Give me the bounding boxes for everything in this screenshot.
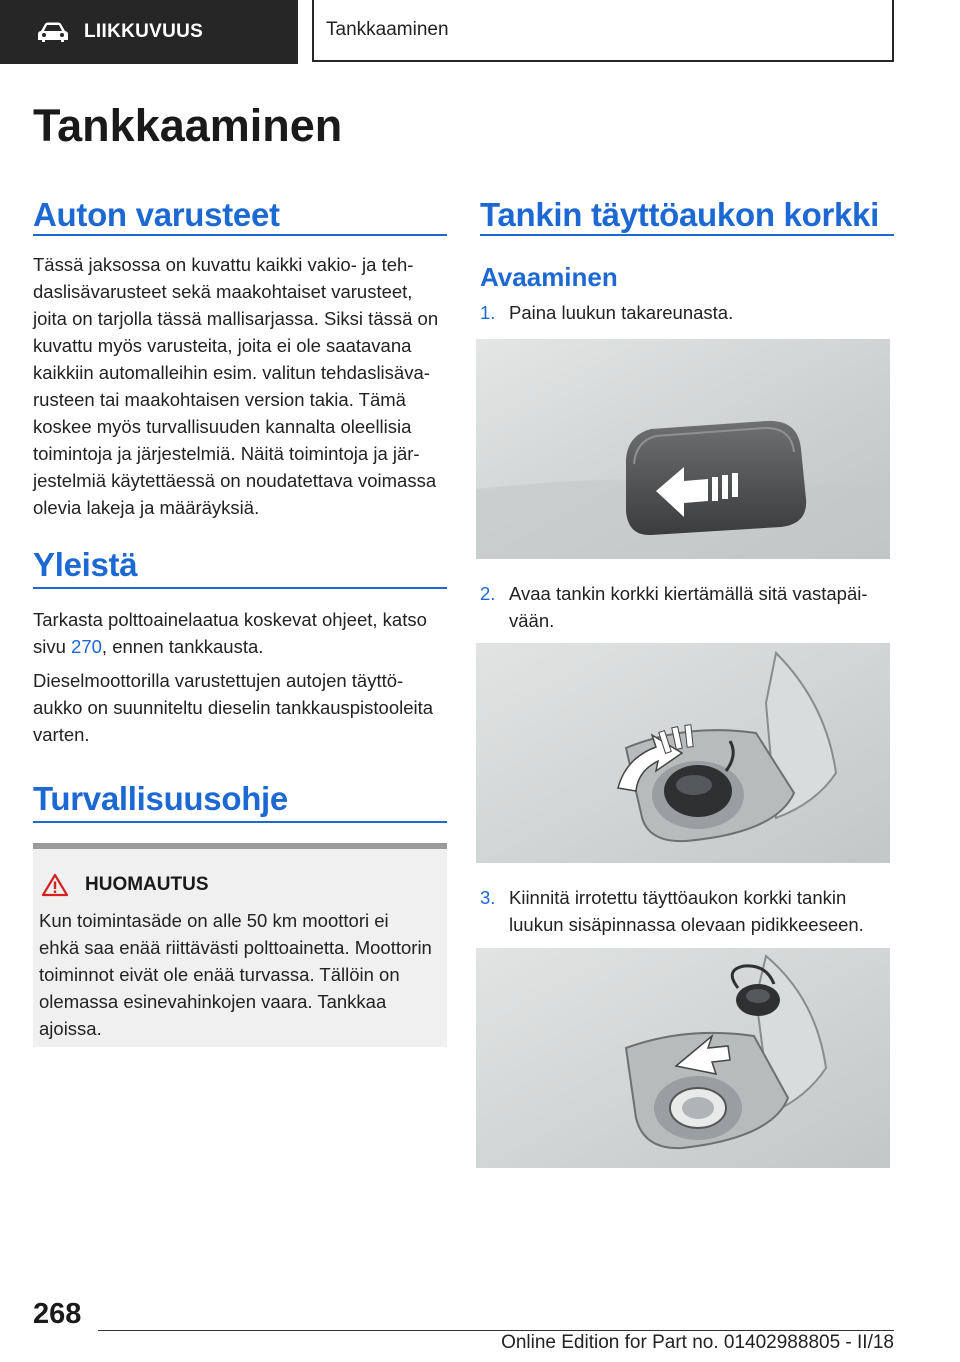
car-icon bbox=[36, 20, 70, 44]
warning-triangle-icon bbox=[41, 873, 69, 897]
illustration-attach-cap bbox=[476, 948, 890, 1168]
illustration-press-flap bbox=[476, 339, 890, 559]
page-title: Tankkaaminen bbox=[33, 100, 343, 151]
heading-rule bbox=[33, 234, 447, 236]
heading-fuel-cap: Tankin täyttöaukon korkki bbox=[480, 196, 879, 233]
general-paragraph-2: Dieselmoottorilla varustettujen autojen täyttö- aukko on suunniteltu dieselin tankkauspistooleita varten. bbox=[33, 670, 434, 745]
general-paragraph-1: Tarkasta polttoainelaatua koskevat ohjeet, katso sivu 270, ennen tankkausta. bbox=[33, 609, 427, 657]
step-3 bbox=[480, 884, 890, 938]
step-number: 2. bbox=[480, 583, 496, 604]
heading-rule bbox=[33, 821, 447, 823]
heading-equipment: Auton varusteet bbox=[33, 196, 280, 233]
step-text: Avaa tankin korkki kiertämällä sitä vastapäi- vään. bbox=[509, 583, 868, 631]
footer-rule bbox=[98, 1330, 894, 1331]
section-label: LIIKKUVUUS bbox=[84, 21, 204, 42]
chapter-header bbox=[312, 0, 894, 62]
section-tab[interactable] bbox=[0, 0, 298, 64]
notice-header bbox=[41, 873, 209, 897]
step-number: 1. bbox=[480, 302, 496, 323]
heading-rule bbox=[480, 234, 894, 236]
step-1 bbox=[480, 299, 890, 326]
heading-safety: Turvallisuusohje bbox=[33, 780, 288, 817]
page-link-270[interactable]: 270 bbox=[71, 636, 102, 657]
chapter-title: Tankkaaminen bbox=[326, 19, 449, 40]
step-2 bbox=[480, 580, 890, 634]
page-number: 268 bbox=[33, 1298, 82, 1330]
step-text: Paina luukun takareunasta. bbox=[509, 302, 734, 323]
heading-general: Yleistä bbox=[33, 546, 138, 583]
footer-edition: Online Edition for Part no. 01402988805 - II/18 bbox=[501, 1332, 894, 1353]
notice-label: HUOMAUTUS bbox=[85, 874, 209, 895]
heading-rule bbox=[33, 587, 447, 589]
notice-text: Kun toimintasäde on alle 50 km moottori ei ehkä saa enää riittävästi polttoainetta. Moottorin toiminnot eivät ole enää turvassa. Tällöin on olemassa esinevahinkojen vaara. Tankkaa ajoissa. bbox=[39, 910, 432, 1039]
equipment-paragraph: Tässä jaksossa on kuvattu kaikki vakio- ja teh- daslisävarusteet sekä maakohtaiset varusteet, joita on tarjolla tässä mallisarjassa. Siksi tässä on kuvattu myös varusteita, joita ei ole saatavana kaikkiin automalleihin esim. valitun tehdaslisäva- rusteen tai maakohtaisen version takia. Tämä koskee myös turvallisuuden kannalta oleellisia toimintoja ja järjestelmiä. Näitä toimintoja ja jär- jestelmiä käytettäessä on noudatettava voimassa olevia lakeja ja määräyksiä. bbox=[33, 254, 439, 518]
step-number: 3. bbox=[480, 887, 496, 908]
step-text: Kiinnitä irrotettu täyttöaukon korkki tankin luukun sisäpinnassa olevaan pidikkeeseen. bbox=[509, 887, 864, 935]
notice-box bbox=[33, 843, 447, 1047]
subheading-opening: Avaaminen bbox=[480, 262, 618, 292]
illustration-turn-cap bbox=[476, 643, 890, 863]
